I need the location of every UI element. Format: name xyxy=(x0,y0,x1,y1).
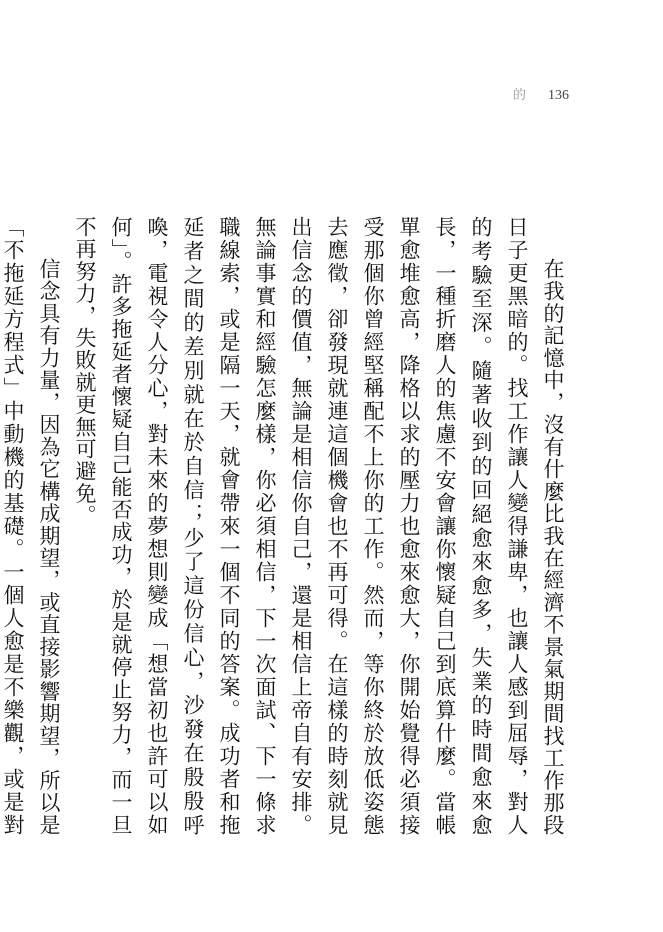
paragraph-1: 在我的記憶中，沒有什麼比我在經濟不景氣期間找工作那段日子更黑暗的。找工作讓人變得謙卑，也讓人感到屈辱，對人的考驗至深。隨著收到的回絕愈來愈多，失業的時間愈來愈長，一種折磨人的焦慮不安會讓你懷疑自己到底算什麼。當帳單愈堆愈高，降格以求的壓力也愈來愈大，你開始覺得必須接受那個你曾經堅稱配不上你的工作。然而，等你終於放低姿態去應徵，卻發現就連這個機會也不再可得。在這樣的時刻就見出信念的價值，無論是相信你自己，還是相信上帝自有安排。無論事實和經驗怎麼樣，你必須相信，下一次面試、下一條求職線索，或是隔一天，就會帶來一個不同的答案。成功者和拖延者之間的差別就在於自信；少了這份信心，沙發在殷殷呼喚，電視令人分心，對未來的夢想則變成「想當初也許可以如何」。許多拖延者懷疑自己能否成功，於是就停止努力，而一旦不再努力，失敗就更無可避免。 xyxy=(73,216,565,836)
running-head: 的 xyxy=(512,87,526,102)
paragraph-2: 信念具有力量，因為它構成期望，或直接影響期望，所以是「不拖延方程式」中動機的基礎。一個人愈是不樂觀，或是對 xyxy=(1,216,61,836)
page-number: 136 xyxy=(548,88,569,103)
body-text xyxy=(1,216,571,836)
page-header xyxy=(513,84,569,104)
